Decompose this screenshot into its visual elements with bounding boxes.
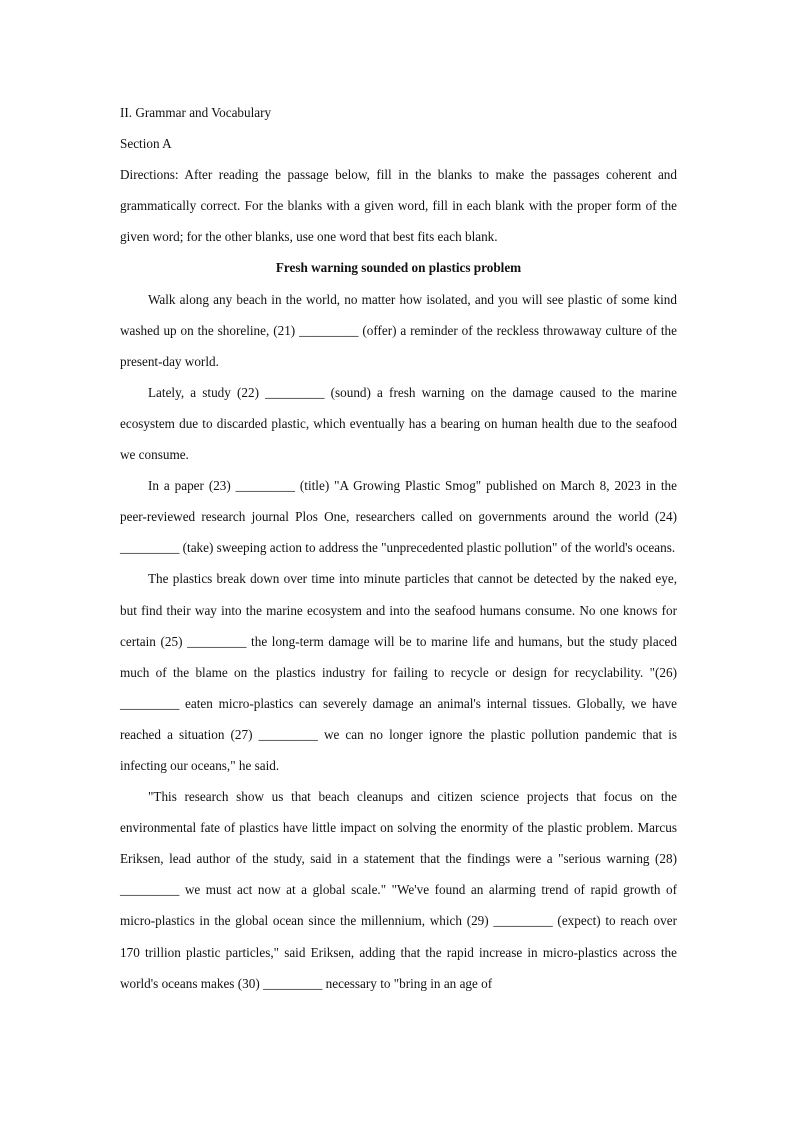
section-heading: II. Grammar and Vocabulary <box>120 105 272 120</box>
passage-paragraph-3: In a paper (23) _________ (title) "A Growing Plastic Smog" published on March 8, 2023 in the peer-reviewed research journal Plos One, researchers called on governments around the world (24) _________ (take) sweeping action to address the "unprecedented plastic pollution" of the world's oceans. <box>120 478 677 556</box>
passage-paragraph-4: The plastics break down over time into minute particles that cannot be detected by the naked eye, but find their way into the marine ecosystem and into the seafood humans consume. No one knows for certain (25) _________ the long-term damage will be to marine life and humans, but the study placed much of the blame on the plastics industry for failing to recycle or design for recyclability. "(26) _________ eaten micro-plastics can severely damage an animal's internal tissues. Globally, we have reached a situation (27) _________ we can no longer ignore the plastic pollution pandemic that is infecting our oceans," he said. <box>120 571 677 773</box>
passage-paragraph-2: Lately, a study (22) _________ (sound) a fresh warning on the damage caused to the marine ecosystem due to discarded plastic, which eventually has a bearing on human health due to the seafood we consume. <box>120 384 677 463</box>
directions-text: Directions: After reading the passage below, fill in the blanks to make the passages coherent and grammatically correct. For the blanks with a given word, fill in each blank with the proper form of the given word; for the other blanks, use one word that best fits each blank. <box>120 167 677 245</box>
passage-paragraph-5: "This research show us that beach cleanups and citizen science projects that focus on the environmental fate of plastics have little impact on solving the enormity of the plastic problem. Marcus Eriksen, lead author of the study, said in a statement that the findings were a "serious warning (28) _________ we must act now at a global scale." "We've found an alarming trend of rapid growth of micro-plastics in the global ocean since the millennium, which (29) _________ (expect) to reach over 170 trillion plastic particles," said Eriksen, adding that the rapid increase in micro-plastics across the world's oceans makes (30) _________ necessary to "bring in an age of <box>120 789 677 991</box>
section-label: Section A <box>120 136 172 152</box>
passage-title: Fresh warning sounded on plastics problem <box>275 260 522 276</box>
document-page <box>120 97 677 999</box>
passage-paragraph-1: Walk along any beach in the world, no matter how isolated, and you will see plastic of some kind washed up on the shoreline, (21) _________ (offer) a reminder of the reckless throwaway culture of the present-day world. <box>120 291 677 369</box>
